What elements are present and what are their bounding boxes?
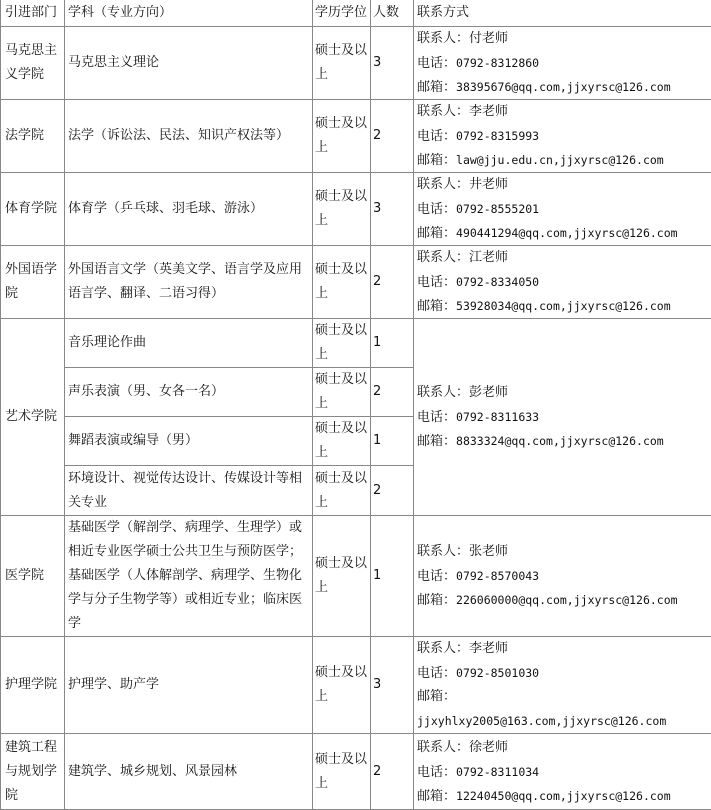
email-label: 邮箱： [417,226,457,241]
phone-number: 0792-8311633 [456,410,540,424]
contact-cell [414,516,711,637]
count-cell: 2 [371,246,414,319]
contact-label: 联系人： [417,250,470,265]
degree-cell: 硕士及以上 [313,637,371,734]
degree-cell: 硕士及以上 [313,368,371,417]
email-label: 邮箱： [417,788,457,804]
contact-cell [414,27,711,100]
email-address: 490441294@qq.com,jjxyrsc@126.com [456,226,678,240]
phone-label: 电话： [417,56,457,71]
contact-label: 联系人： [417,641,470,656]
count-cell: 2 [371,368,414,417]
header-count: 人数 [371,0,414,27]
subject-cell: 外国语言文学（英美文学、语言学及应用语言学、翻译、二语习得） [65,246,313,319]
subject-cell: 马克思主义理论 [65,27,313,100]
phone-number: 0792-8555201 [456,202,540,216]
degree-cell: 硕士及以上 [313,246,371,319]
phone-number: 0792-8501030 [456,666,540,680]
contact-person: 徐老师 [469,739,509,755]
contact-cell [414,637,711,734]
count-cell: 1 [371,319,414,368]
contact-cell [414,734,711,810]
contact-person: 李老师 [469,104,509,119]
email-address: 8833324@qq.com,jjxyrsc@126.com [456,434,664,448]
count-cell: 2 [371,734,414,810]
phone-label: 电话： [417,275,457,290]
dept-cell: 医学院 [1,516,65,637]
dept-cell: 马克思主义学院 [1,27,65,100]
subject-cell: 环境设计、视觉传达设计、传媒设计等相关专业 [65,466,313,516]
subject-cell: 护理学、助产学 [65,637,313,734]
subject-cell: 建筑学、城乡规划、风景园林 [65,734,313,810]
email-address: 53928034@qq.com,jjxyrsc@126.com [456,299,671,313]
dept-cell: 体育学院 [1,173,65,246]
subject-cell: 体育学（乒乓球、羽毛球、游泳） [65,173,313,246]
table-row [1,516,711,637]
count-cell: 3 [371,637,414,734]
email-address: law@jju.edu.cn,jjxyrsc@126.com [456,153,664,167]
dept-cell: 法学院 [1,100,65,173]
email-address: 38395676@qq.com,jjxyrsc@126.com [456,80,671,94]
subject-cell: 舞蹈表演或编导（男） [65,417,313,466]
phone-number: 0792-8315993 [456,129,540,143]
phone-number: 0792-8570043 [456,569,540,583]
header-dept: 引进部门 [1,0,65,27]
contact-label: 联系人： [417,31,470,46]
table-row [1,27,711,100]
degree-cell: 硕士及以上 [313,417,371,466]
table-row [1,637,711,734]
contact-person: 井老师 [469,177,509,192]
header-row [1,0,711,27]
table-row [1,319,711,368]
email-address: 226060000@qq.com,jjxyrsc@126.com [456,593,678,607]
contact-cell [414,173,711,246]
email-label: 邮箱： [417,80,457,95]
phone-number: 0792-8311034 [456,764,540,779]
contact-cell [414,100,711,173]
contact-person: 江老师 [469,250,509,265]
dept-cell: 护理学院 [1,637,65,734]
header-subject: 学科（专业方向） [65,0,313,27]
table-row [1,246,711,319]
email-label: 邮箱： [417,689,457,704]
contact-person: 彭老师 [469,385,509,400]
phone-label: 电话： [417,129,457,144]
header-degree: 学历学位 [313,0,371,27]
email-label: 邮箱： [417,299,457,314]
degree-cell: 硕士及以上 [313,466,371,516]
dept-cell: 艺术学院 [1,319,65,516]
phone-label: 电话： [417,410,457,425]
contact-label: 联系人： [417,544,470,559]
table-row [1,100,711,173]
degree-cell: 硕士及以上 [313,27,371,100]
phone-label: 电话： [417,202,457,217]
subject-cell: 音乐理论作曲 [65,319,313,368]
contact-person: 付老师 [469,31,509,46]
count-cell: 1 [371,516,414,637]
email-address: jjxyhlxy2005@163.com,jjxyrsc@126.com [417,714,667,728]
contact-label: 联系人： [417,385,470,400]
email-address: 12240450@qq.com,jjxyrsc@126.com [456,788,671,803]
dept-cell: 外国语学院 [1,246,65,319]
count-cell: 2 [371,100,414,173]
email-label: 邮箱： [417,434,457,449]
phone-label: 电话： [417,666,457,681]
count-cell: 1 [371,417,414,466]
subject-cell: 基础医学（解剖学、病理学、生理学）或相近专业医学硕士公共卫生与预防医学；基础医学（人体解剖学、病理学、生物化学与分子生物学等）或相近专业；临床医学 [65,516,313,637]
phone-number: 0792-8312860 [456,56,540,70]
table-row [1,173,711,246]
email-label: 邮箱： [417,593,457,608]
contact-cell [414,246,711,319]
degree-cell: 硕士及以上 [313,173,371,246]
contact-person: 张老师 [469,544,509,559]
count-cell: 2 [371,466,414,516]
contact-label: 联系人： [417,104,470,119]
phone-label: 电话： [417,569,457,584]
degree-cell: 硕士及以上 [313,100,371,173]
table-row [1,734,711,810]
dept-cell: 建筑工程与规划学院 [1,734,65,810]
subject-cell: 声乐表演（男、女各一名） [65,368,313,417]
count-cell: 3 [371,27,414,100]
contact-label: 联系人： [417,739,470,755]
contact-label: 联系人： [417,177,470,192]
email-label: 邮箱： [417,153,457,168]
subject-cell: 法学（诉讼法、民法、知识产权法等） [65,100,313,173]
degree-cell: 硕士及以上 [313,516,371,637]
header-contact: 联系方式 [414,0,711,27]
phone-number: 0792-8334050 [456,275,540,289]
contact-cell [414,319,711,516]
contact-person: 李老师 [469,641,509,656]
degree-cell: 硕士及以上 [313,734,371,810]
phone-label: 电话： [417,764,457,780]
count-cell: 3 [371,173,414,246]
degree-cell: 硕士及以上 [313,319,371,368]
